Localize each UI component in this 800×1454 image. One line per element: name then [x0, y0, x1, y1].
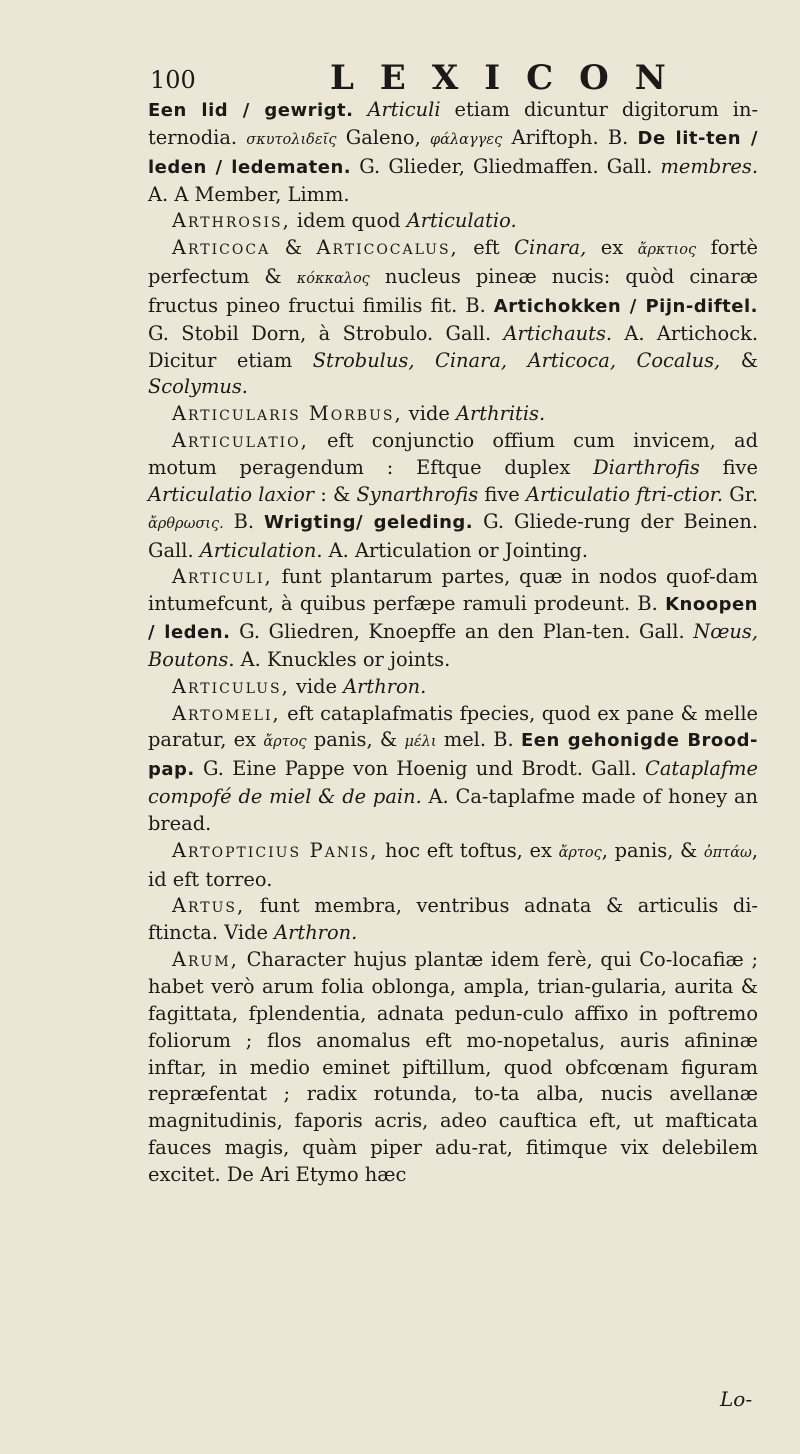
entry-artomeli: Artomeli, eft cataplafmatis fpecies, quod ex pane & melle paratur, ex ἄρτος panis, & μέλι mel. B. Een gehonigde Brood-pap. G. Eine Pappe von Hoenig und Brodt. Gall. Cataplafme compofé de miel & de pain. A. Ca-taplafme made of honey an bread. [148, 701, 759, 835]
entry-articoca: Articoca & Articocalus, eft Cinara, ex ἄρκτιος fortè perfectum & κόκκαλος nucleus pineæ nucis: quòd cinaræ fructus pineo fructui fimilis fit. B. Artichokken / Pijn-diftel. G. Stobil Dorn, à Strobulo. Gall. Artichauts. A. Artichock. Dicitur etiam Strobulus, Cinara, Articoca, Cocalus, & Scolymus. [148, 236, 759, 399]
entry-artus: Artus, funt membra, ventribus adnata & articulis di-ftincta. Vide Arthron. [148, 894, 758, 945]
entry-artopticius-panis: Artopticius Panis, hoc eft toftus, ex ἄρτος, panis, & ὀπτάω, id eft torreo. [148, 838, 758, 891]
entry-arum: Arum, Character hujus plantæ idem ferè, qui Co-locafiæ ; habet verò arum folia oblonga, ampla, trian-gularia, aurita & fagittata, fplendentia, adnata pedun-culo affixo in poftremo foliorum ; flos anomalus eft mo-nopetalus, auris afininæ inftar, in medio eminet piftillum, quod obfcœnam figuram repræfentat ; radix rotunda, to-ta alba, nucis avellanæ magnitudinis, faporis acris, adeo cauftica eft, ut mafticata fauces magis, quàm piper adu-rat, fitimque vix delebilem excitet. De Ari Etymo hæc [148, 948, 758, 1186]
entry-articularis-morbus: Articularis Morbus, vide Arthritis. [172, 402, 546, 426]
entry-articulus: Articulus, vide Arthron. [172, 674, 427, 698]
entry-continuation: Een lid / gewrigt. Articuli etiam dicuntur digitorum in-ternodia. σκυτολιδεῖς Galeno, φάλαγγες Ariftoph. B. De lit-ten / leden / ledematen. G. Glieder, Gliedmaffen. Gall. membres. A. A Member, Limm. [148, 98, 759, 206]
page-header [150, 58, 692, 100]
entry-articulatio: Articulatio, eft conjunctio offium cum invicem, ad motum peragendum : Eftque duplex Diarthrofis five Articulatio laxior : & Synarthrofis five Articulatio ftri-ctior. Gr. ἄρθρωσις. B. Wrigting/ geleding. G. Gliede-rung der Beinen. Gall. Articulation. A. Articulation or Jointing. [148, 429, 759, 562]
page-number: 100 [150, 66, 196, 94]
catchword: Lo- [720, 1387, 753, 1411]
body-text [148, 97, 758, 1189]
running-head: LEXICON [330, 58, 692, 98]
entry-articuli: Articuli, funt plantarum partes, quæ in nodos quof-dam intumefcunt, à quibus perfæpe ramuli prodeunt. B. Knoopen / leden. G. Gliedren, Knoepffe an den Plan-ten. Gall. Nœus, Boutons. A. Knuckles or joints. [148, 565, 758, 671]
entry-arthrosis: Arthrosis, idem quod Articulatio. [172, 209, 517, 233]
